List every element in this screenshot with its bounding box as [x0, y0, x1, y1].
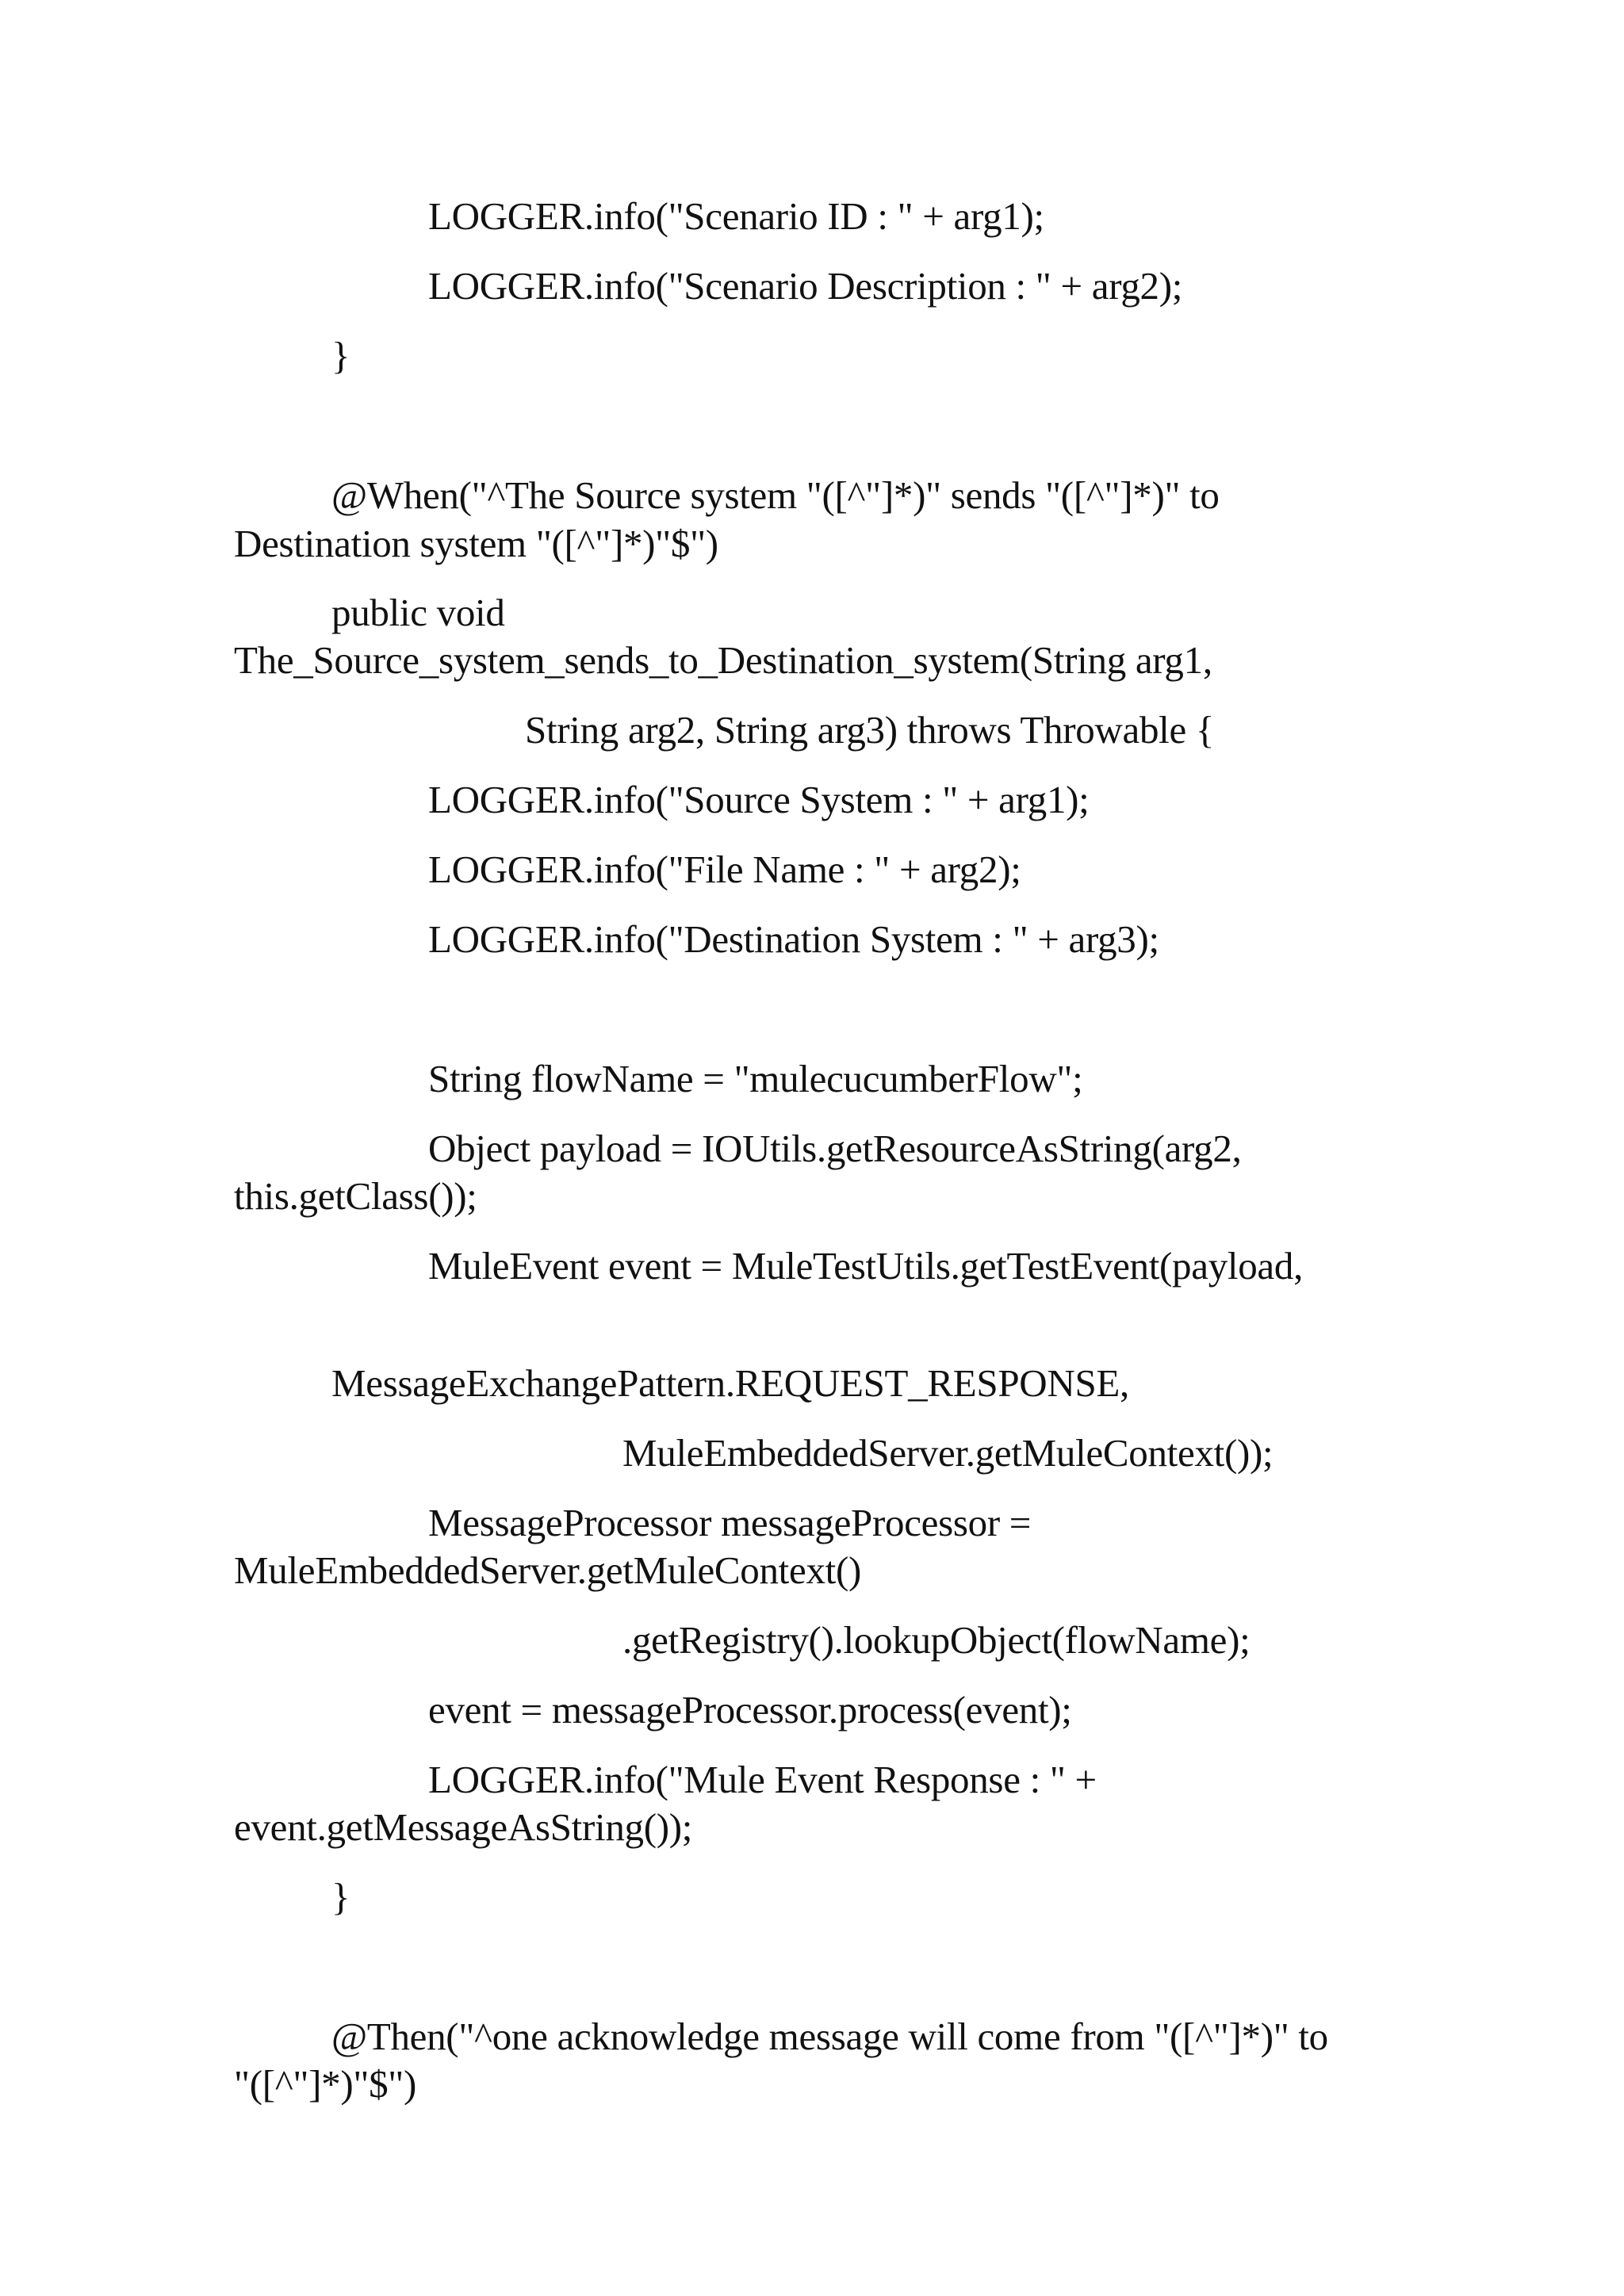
code-line: String arg2, String arg3) throws Throwable { [525, 708, 1215, 752]
code-line: MessageExchangePattern.REQUEST_RESPONSE, [331, 1361, 1129, 1405]
code-line: MuleEvent event = MuleTestUtils.getTestEvent(payload, [428, 1244, 1304, 1288]
code-line: } [331, 1875, 350, 1919]
code-line: The_Source_system_sends_to_Destination_system(String arg1, [234, 638, 1212, 682]
code-line: String flowName = "mulecucumberFlow"; [428, 1057, 1083, 1100]
code-line: "([^"]*)"$") [234, 2062, 416, 2106]
code-line: event = messageProcessor.process(event); [428, 1688, 1072, 1732]
code-line: LOGGER.info("Mule Event Response : " + [428, 1758, 1097, 1801]
code-line: .getRegistry().lookupObject(flowName); [622, 1618, 1251, 1662]
code-line: @When("^The Source system "([^"]*)" sends "([^"]*)" to [331, 473, 1220, 517]
code-line: MuleEmbeddedServer.getMuleContext()); [622, 1431, 1274, 1475]
code-line: LOGGER.info("Scenario ID : " + arg1); [428, 194, 1044, 238]
code-line: MuleEmbeddedServer.getMuleContext() [234, 1548, 861, 1592]
code-line: LOGGER.info("Source System : " + arg1); [428, 778, 1090, 821]
code-line: Destination system "([^"]*)"$") [234, 522, 718, 565]
code-line: } [331, 334, 350, 377]
code-line: event.getMessageAsString()); [234, 1805, 693, 1849]
code-line: Object payload = IOUtils.getResourceAsString(arg2, [428, 1127, 1242, 1170]
code-line: LOGGER.info("Scenario Description : " + arg2); [428, 264, 1183, 308]
code-line: MessageProcessor messageProcessor = [428, 1501, 1032, 1544]
code-line: this.getClass()); [234, 1174, 477, 1218]
code-line: @Then("^one acknowledge message will come from "([^"]*)" to [331, 2015, 1328, 2058]
code-line: LOGGER.info("Destination System : " + arg3); [428, 917, 1159, 961]
code-line: LOGGER.info("File Name : " + arg2); [428, 848, 1021, 891]
code-line: public void [331, 591, 505, 634]
